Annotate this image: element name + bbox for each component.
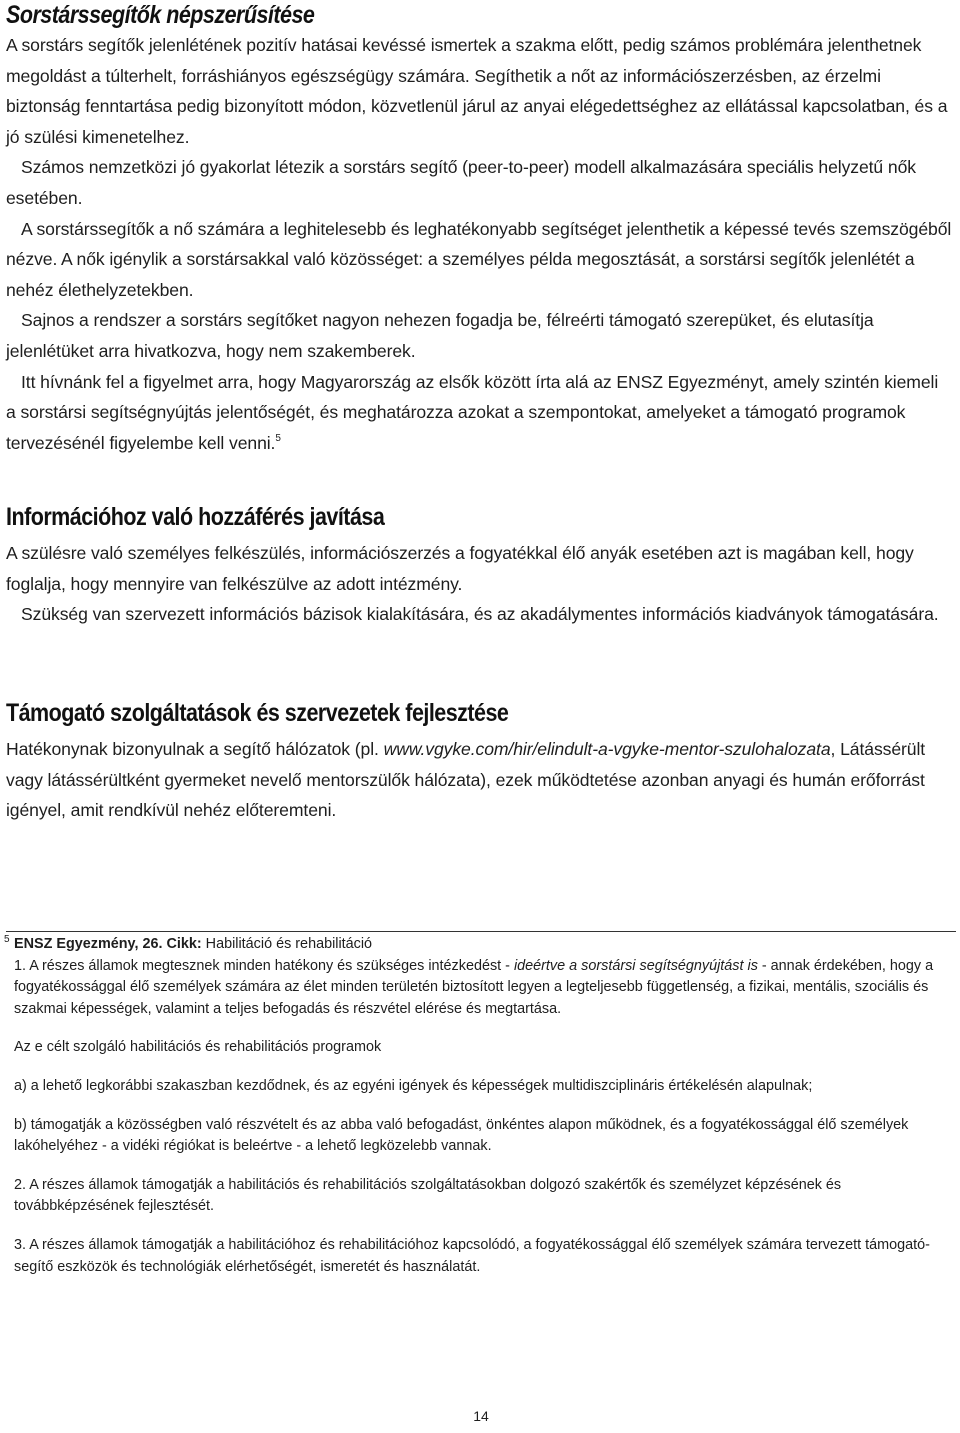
footnote-item: a) a lehető legkorábbi szakaszban kezdődnek, és az egyéni igények és képességek multidiszciplináris értékelésén alapulnak; — [14, 1077, 813, 1094]
footnote-item: b) támogatják a közösségben való részvételt és az abba való befogadást, önkéntes alapon működnek, és a fogyatékossággal élő személyek lakóhelyéhez - a vidéki régiókat is beleértve - a lehető legközelebb vannak. — [14, 1116, 909, 1155]
section-title: Információhoz való hozzáférés javítása — [6, 503, 385, 531]
paragraph: A sorstárs segítők jelenlétének pozitív hatásai kevéssé ismertek a szakma előtt, pedig számos problémára jelenthetnek megoldást a túlterhelt, forráshiányos egészségügy számára. Segíthetik a nőt az információszerzésben, az érzelmi biztonság fenntartása pedig bizonyított módon, közvetlenül járul az anyai elégedettséghez az ellátással kapcsolatban, és a jó szülési kimenetelhez. — [6, 35, 948, 147]
footnote-body — [6, 956, 956, 1279]
paragraph: Szükség van szervezett információs bázisok kialakítására, és az akadálymentes információs kiadványok támogatására. — [21, 604, 939, 625]
footnote-ref[interactable]: 5 — [275, 432, 281, 444]
footnotes — [6, 934, 956, 1278]
footnote-divider — [6, 931, 956, 932]
footnote-item: Az e célt szolgáló habilitációs és rehabilitációs programok — [14, 1039, 382, 1056]
url-link[interactable]: www.vgyke.com/hir/elindult-a-vgyke-mentor-szulohalozata — [383, 739, 831, 759]
footnote-heading: 5 ENSZ Egyezmény, 26. Cikk: Habilitáció és rehabilitáció — [6, 934, 956, 956]
section-title: Támogató szolgáltatások és szervezetek fejlesztése — [6, 699, 509, 727]
section-peer-support — [6, 0, 952, 458]
paragraph: Hatékonynak bizonyulnak a segítő hálózatok (pl. www.vgyke.com/hir/elindult-a-vgyke-mentor-szulohalozata, Látássérült vagy látássérültként gyermeket nevelő mentorszülők hálózata), ezek működtetése azonban anyagi és humán erőforrást igényel, amit rendkívül nehéz előteremteni. — [6, 739, 926, 821]
paragraph: A szülésre való személyes felkészülés, információszerzés a fogyatékkal élő anyák esetében azt is magában kell, hogy foglalja, hogy mennyire van felkészülve az adott intézmény. — [6, 543, 914, 594]
paragraph-text: Itt hívnánk fel a figyelmet arra, hogy Magyarország az elsők között írta alá az ENSZ Egyezményt, amely szintén kiemeli a sorstársi segítségnyújtás jelentőségét, és meghatározza azokat a szempontokat, amelyeket a támogató programok tervezésénél figyelembe kell venni. — [6, 371, 939, 453]
paragraph — [6, 367, 952, 459]
section-information-access — [6, 502, 952, 630]
paragraph: Számos nemzetközi jó gyakorlat létezik a sorstárs segítő (peer-to-peer) modell alkalmazására speciális helyzetű nők esetében. — [6, 157, 916, 208]
section-title: Sorstárssegítők népszerűsítése — [6, 1, 315, 29]
paragraph: Sajnos a rendszer a sorstárs segítőket nagyon nehezen fogadja be, félreérti támogató szerepüket, és elutasítja jelenlétüket arra hivatkozva, hogy nem szakemberek. — [6, 310, 874, 361]
section-support-services — [6, 698, 952, 826]
footnote-item: 2. A részes államok támogatják a habilitációs és rehabilitációs szolgáltatásokban dolgozó szakértők és személyzet képzésének és továbbképzésének fejlesztését. — [14, 1176, 842, 1215]
footnote-number: 5 — [4, 934, 10, 945]
footnote-item: 3. A részes államok támogatják a habilitációhoz és rehabilitációhoz kapcsolódó, a fogyatékossággal élő személyek számára tervezett támogató-segítő eszközök és technológiák elérhetőségét, ismeretét és használatát. — [14, 1236, 930, 1275]
page-number: 14 — [473, 1408, 489, 1424]
paragraph: A sorstárssegítők a nő számára a leghitelesebb és leghatékonyabb segítséget jelenthetik a képessé tevés szemszögéből nézve. A nők igénylik a sorstársakkal való közösséget: a személyes példa megosztását, a sorstársi segítők jelenlétét a nehéz élethelyzetekben. — [6, 218, 952, 300]
footnote-item: 1. A részes államok megtesznek minden hatékony és szükséges intézkedést - ideértve a sorstársi segítségnyújtást is - annak érdekében, hogy a fogyatékossággal élő személyek számára az élet minden területén biztosított legyen a legteljesebb függetlenség, a fizikai, mentális, szociális és szakmai képességek, valamint a teljes befogadás és részvétel elérése és megtartása. — [14, 957, 934, 1017]
